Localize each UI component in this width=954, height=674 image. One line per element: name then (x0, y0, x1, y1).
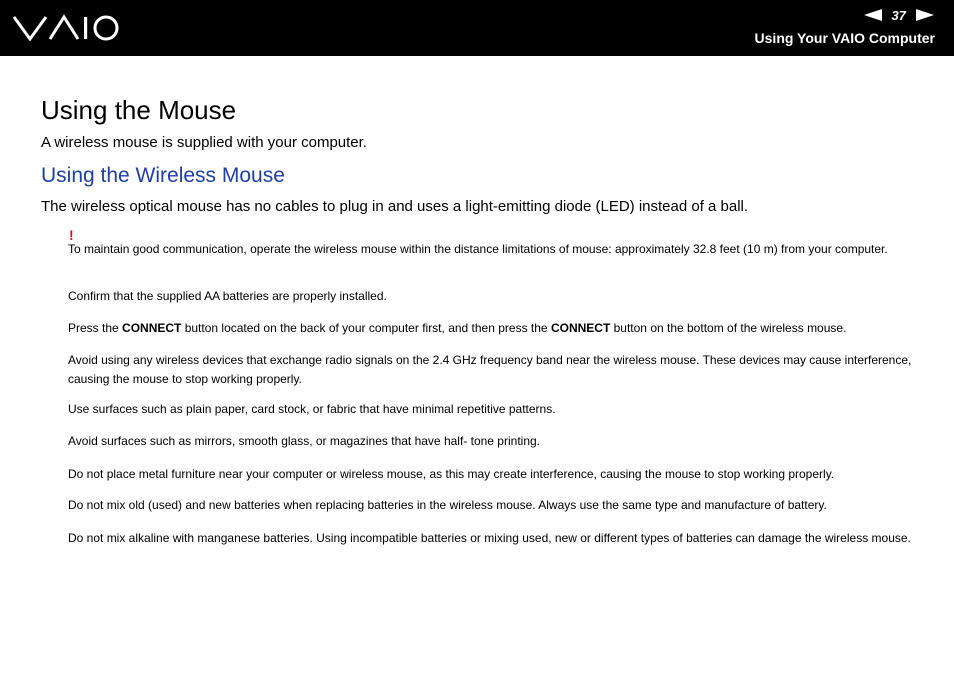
vaio-logo (12, 14, 120, 47)
note-interference: Avoid using any wireless devices that exchange radio signals on the 2.4 GHz frequency band near the wireless mouse. These devices may cause interference, causing the mouse to stop working properly. (68, 353, 912, 386)
page-number: 37 (891, 7, 906, 23)
intro-text: A wireless mouse is supplied with your computer. (41, 134, 367, 151)
note-connect-button (68, 319, 918, 338)
connect-keyword: CONNECT (122, 321, 182, 335)
note-connect-text-2: button located on the back of your computer first, and then press the (181, 321, 551, 335)
page-header (0, 0, 954, 56)
page-navigator (864, 7, 934, 23)
note-metal-furniture: Do not place metal furniture near your computer or wireless mouse, as this may create interference, causing the mouse to stop working properly. (68, 467, 835, 481)
note-alkaline: Do not mix alkaline with manganese batteries. Using incompatible batteries or mixing used, new or different types of batteries can damage the wireless mouse. (68, 531, 911, 545)
note-avoid-surfaces: Avoid surfaces such as mirrors, smooth glass, or magazines that have half- tone printing. (68, 434, 541, 448)
section-title: Using Your VAIO Computer (754, 30, 935, 46)
note-connect-text-3: button on the bottom of the wireless mouse. (610, 321, 847, 335)
note-connect-text-1: Press the (68, 321, 123, 335)
page-title: Using the Mouse (41, 95, 237, 125)
previous-page-arrow-icon[interactable] (864, 9, 882, 21)
note-surfaces: Use surfaces such as plain paper, card stock, or fabric that have minimal repetitive patterns. (68, 402, 556, 416)
connect-keyword: CONNECT (550, 321, 611, 335)
next-page-arrow-icon[interactable] (916, 9, 934, 21)
note-distance: To maintain good communication, operate the wireless mouse within the distance limitations of mouse: approximately 32.8 feet (10 m) from your computer. (68, 242, 888, 256)
note-mix-batteries: Do not mix old (used) and new batteries when replacing batteries in the wireless mouse. Always use the same type and manufacture of battery. (68, 498, 827, 512)
section-subheading: Using the Wireless Mouse (41, 164, 285, 187)
description-text: The wireless optical mouse has no cables to plug in and uses a light-emitting diode (LED) instead of a ball. (41, 198, 749, 215)
note-batteries-installed: Confirm that the supplied AA batteries are properly installed. (68, 289, 387, 303)
warning-icon: ! (69, 227, 74, 243)
